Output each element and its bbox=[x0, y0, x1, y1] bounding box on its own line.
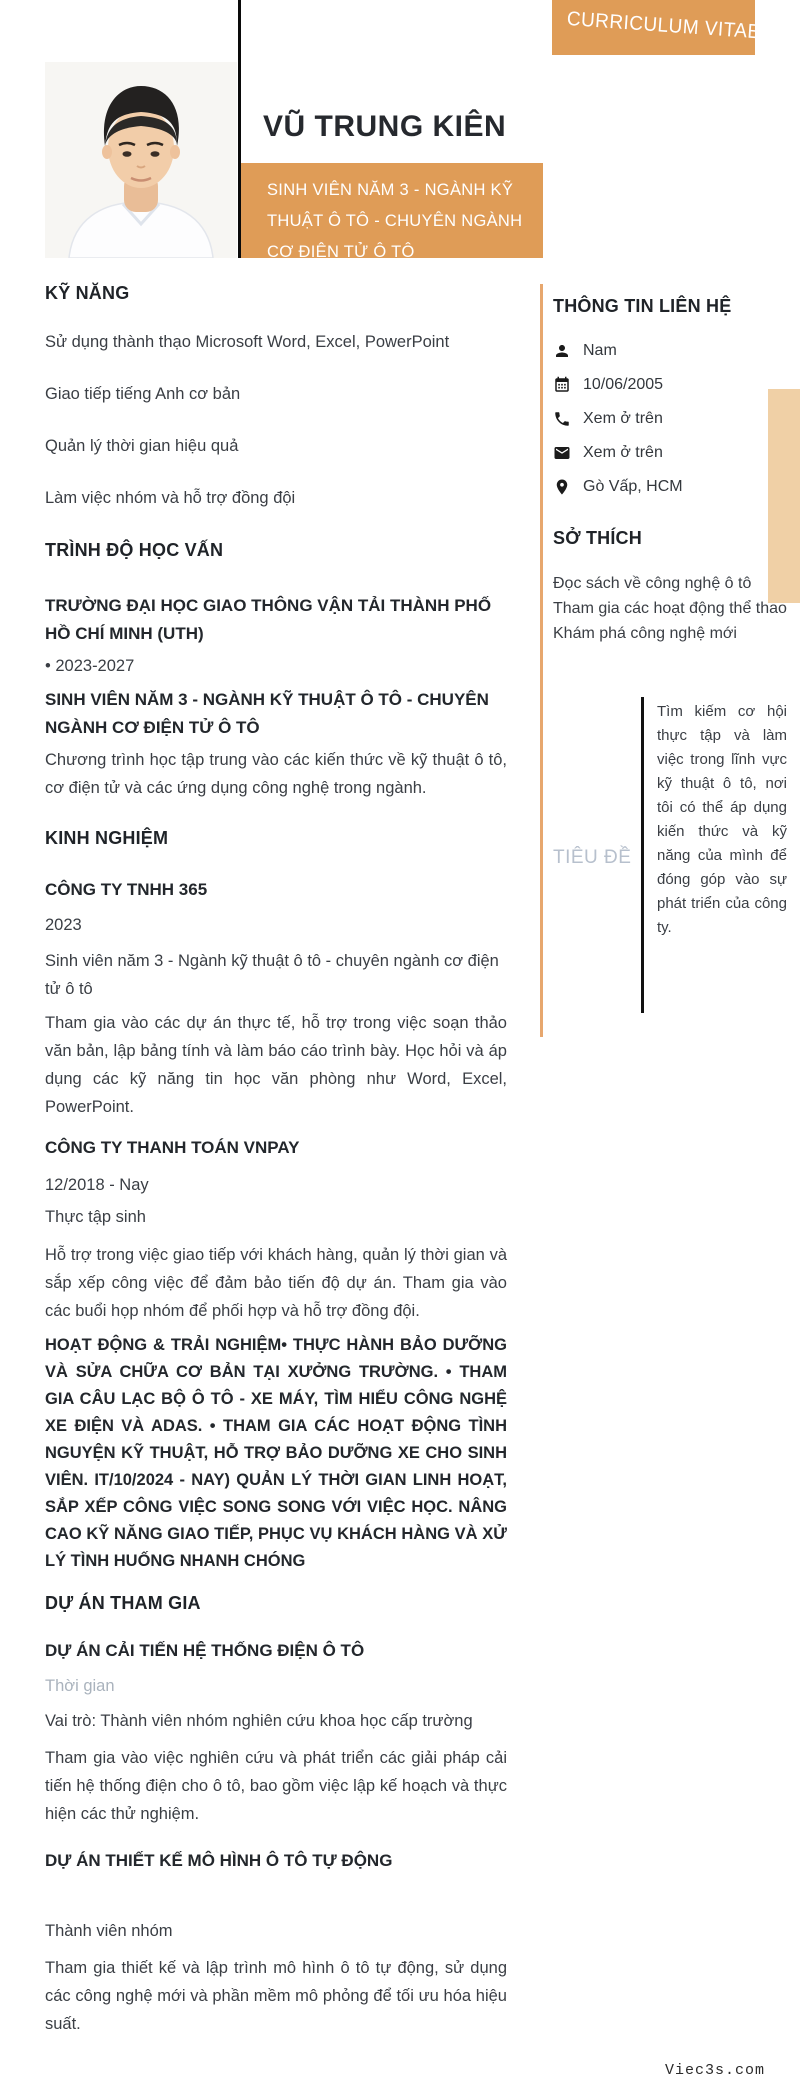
skill-item: Làm việc nhóm và hỗ trợ đồng đội bbox=[45, 489, 296, 507]
contact-value: Gò Vấp, HCM bbox=[583, 478, 683, 495]
contact-value: Nam bbox=[583, 342, 617, 359]
company-name: CÔNG TY TNHH 365 bbox=[45, 880, 208, 899]
contact-value: Xem ở trên bbox=[583, 444, 663, 461]
hobby-item: Đọc sách về công nghệ ô tô bbox=[553, 575, 752, 592]
hobbies-heading: SỞ THÍCH bbox=[553, 528, 642, 548]
activities-block: HOẠT ĐỘNG & TRẢI NGHIỆM• THỰC HÀNH BẢO DƯỠNG VÀ SỬA CHỮA CƠ BẢN TẠI XƯỞNG TRƯỜNG. • THAM GIA CÂU LẠC BỘ Ô TÔ - XE MÁY, TÌM HIỂU CÔNG NGHỆ XE ĐIỆN VÀ ADAS. • THAM GIA CÁC HOẠT ĐỘNG TÌNH NGUYỆN KỸ THUẬT, HỖ TRỢ BẢO DƯỠNG XE CHO SINH VIÊN. IT/10/2024 - NAY) QUẢN LÝ THỜI GIAN LINH HOẠT, SẮP XẾP CÔNG VIỆC SONG SONG VỚI VIỆC HỌC. NÂNG CAO KỸ NĂNG GIAO TIẾP, PHỤC VỤ KHÁCH HÀNG VÀ XỬ LÝ TÌNH HUỐNG NHANH CHÓNG bbox=[45, 1336, 507, 1570]
project-period-placeholder: Thời gian bbox=[45, 1677, 115, 1695]
project-name: DỰ ÁN CẢI TIẾN HỆ THỐNG ĐIỆN Ô TÔ bbox=[45, 1641, 365, 1660]
experience-period: 2023 bbox=[45, 916, 82, 934]
objective-section bbox=[553, 697, 793, 1015]
objective-text: Tìm kiếm cơ hội thực tập và làm việc trong lĩnh vực kỹ thuật ô tô, nơi tôi có thể áp dụng kiến thức và kỹ năng của mình để đóng góp vào sự phát triển của công ty. bbox=[657, 703, 787, 936]
experience-heading: KINH NGHIỆM bbox=[45, 828, 169, 848]
project-name: DỰ ÁN THIẾT KẾ MÔ HÌNH Ô TÔ TỰ ĐỘNG bbox=[45, 1851, 393, 1870]
education-years: • 2023-2027 bbox=[45, 657, 135, 675]
contact-heading: THÔNG TIN LIÊN HỆ bbox=[553, 296, 732, 316]
calendar-icon bbox=[553, 376, 571, 394]
experience-period: 12/2018 - Nay bbox=[45, 1176, 149, 1194]
objective-divider-line bbox=[641, 697, 644, 1013]
skill-item: Sử dụng thành thạo Microsoft Word, Excel, PowerPoint bbox=[45, 333, 450, 351]
projects-heading: DỰ ÁN THAM GIA bbox=[45, 1593, 201, 1613]
experience-role: Thực tập sinh bbox=[45, 1208, 146, 1226]
candidate-title: SINH VIÊN NĂM 3 - NGÀNH KỸ THUẬT Ô TÔ - CHUYÊN NGÀNH CƠ ĐIỆN TỬ Ô TÔ bbox=[267, 181, 523, 261]
experience-description: Hỗ trợ trong việc giao tiếp với khách hàng, quản lý thời gian và sắp xếp công việc để đảm bảo tiến độ dự án. Tham gia vào các buổi họp nhóm để phối hợp và hỗ trợ đồng đội. bbox=[45, 1246, 507, 1320]
contact-list bbox=[553, 339, 789, 499]
objective-label: TIÊU ĐỀ bbox=[553, 847, 632, 868]
candidate-name: VŨ TRUNG KIÊN bbox=[263, 110, 507, 143]
project-role: Vai trò: Thành viên nhóm nghiên cứu khoa học cấp trường bbox=[45, 1712, 473, 1730]
portrait-illustration bbox=[45, 62, 237, 258]
mail-icon bbox=[553, 444, 571, 462]
company-name: CÔNG TY THANH TOÁN VNPAY bbox=[45, 1138, 300, 1157]
hobbies-list bbox=[553, 571, 789, 646]
education-description: Chương trình học tập trung vào các kiến thức về kỹ thuật ô tô, cơ điện tử và các ứng dụng công nghệ trong ngành. bbox=[45, 751, 507, 797]
contact-item-address bbox=[553, 475, 789, 499]
hobby-item: Khám phá công nghệ mới bbox=[553, 625, 737, 642]
project-description: Tham gia vào việc nghiên cứu và phát triển các giải pháp cải tiến hệ thống điện cho ô tô, bao gồm việc lập kế hoạch và thực hiện các thử nghiệm. bbox=[45, 1749, 507, 1823]
candidate-title-box bbox=[241, 163, 543, 261]
project-description: Tham gia thiết kế và lập trình mô hình ô tô tự động, sử dụng các công nghệ mới và phần mềm mô phỏng để tối ưu hóa hiệu suất. bbox=[45, 1959, 507, 2033]
sidebar-divider-line bbox=[540, 284, 543, 1037]
person-icon bbox=[553, 342, 571, 360]
education-heading: TRÌNH ĐỘ HỌC VẤN bbox=[45, 540, 224, 560]
phone-icon bbox=[553, 410, 571, 428]
contact-value: 10/06/2005 bbox=[583, 376, 664, 393]
sidebar bbox=[553, 295, 789, 646]
project-role: Thành viên nhóm bbox=[45, 1922, 173, 1940]
skills-list bbox=[45, 331, 507, 510]
contact-item-gender bbox=[553, 339, 789, 363]
contact-item-phone bbox=[553, 407, 789, 431]
skills-heading: KỸ NĂNG bbox=[45, 283, 130, 303]
school-name: TRƯỜNG ĐẠI HỌC GIAO THÔNG VẬN TẢI THÀNH PHỐ HỒ CHÍ MINH (UTH) bbox=[45, 596, 492, 643]
watermark: Viec3s.com bbox=[665, 2062, 766, 2079]
education-program: SINH VIÊN NĂM 3 - NGÀNH KỸ THUẬT Ô TÔ - CHUYÊN NGÀNH CƠ ĐIỆN TỬ Ô TÔ bbox=[45, 690, 489, 737]
contact-item-birthdate bbox=[553, 373, 789, 397]
contact-value: Xem ở trên bbox=[583, 410, 663, 427]
hobby-item: Tham gia các hoạt động thể thao bbox=[553, 600, 787, 617]
profile-photo bbox=[45, 62, 237, 258]
main-column bbox=[45, 282, 507, 2038]
experience-description: Tham gia vào các dự án thực tế, hỗ trợ trong việc soạn thảo văn bản, lập bảng tính và làm báo cáo trình bày. Học hỏi và áp dụng các kỹ năng tin học văn phòng như Word, Excel, PowerPoint. bbox=[45, 1014, 507, 1116]
curriculum-vitae-badge bbox=[552, 0, 762, 55]
contact-item-email bbox=[553, 441, 789, 465]
curriculum-vitae-badge-label: CURRICULUM VITAE bbox=[566, 7, 762, 44]
experience-role: Sinh viên năm 3 - Ngành kỹ thuật ô tô - chuyên ngành cơ điện tử ô tô bbox=[45, 952, 499, 998]
skill-item: Quản lý thời gian hiệu quả bbox=[45, 437, 239, 455]
location-icon bbox=[553, 478, 571, 496]
skill-item: Giao tiếp tiếng Anh cơ bản bbox=[45, 385, 241, 403]
